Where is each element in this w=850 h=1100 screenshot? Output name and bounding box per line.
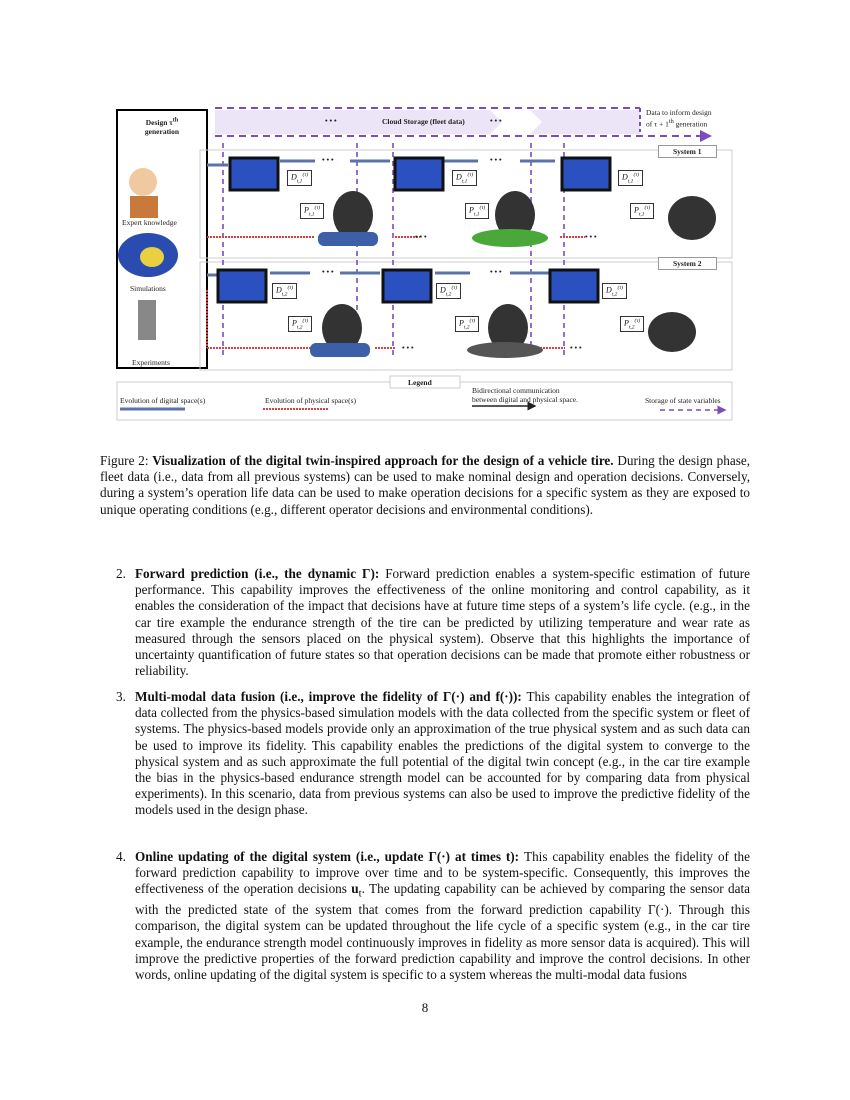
physical-state-label: $P_{t,1}^{(\tau)}$ bbox=[630, 203, 654, 219]
expert-icon bbox=[129, 168, 157, 196]
legend-storage: Storage of state variables bbox=[645, 396, 721, 405]
page-number: 8 bbox=[421, 1000, 429, 1015]
legend-physical: Evolution of physical space(s) bbox=[265, 396, 357, 405]
system1-label: System 1 bbox=[658, 145, 717, 158]
microscope-icon bbox=[138, 300, 156, 340]
ellipsis: • • • bbox=[490, 116, 502, 125]
ellipsis: • • • bbox=[415, 232, 427, 241]
ellipsis: • • • bbox=[490, 155, 502, 164]
experiments-label: Experiments bbox=[132, 358, 170, 367]
ellipsis: • • • bbox=[570, 343, 582, 352]
list-item: 2. Forward prediction (i.e., the dynamic Γ): Forward prediction enables a system-specific estimation of future performance. This capability improves the effectiveness of the online monitoring and control capability, as it enables the consideration of the impact that decisions have at future time steps of a system’s life cycle. (e.g., in the car tire example the endurance strength of the tire can be predicted by utilizing temperature and wear rate as measured through the sensors placed on the physical system). Observe that this highlights the importance of uncertainty quantification of future states so that operation decisions can be made that promote either robustness or reliability. bbox=[116, 566, 751, 679]
figure-caption: Figure 2: Visualization of the digital twin-inspired approach for the design of a vehicle tire. During the design phase, fleet data (i.e., data from all previous systems) can be used to make nominal design and operation decisions. Conversely, during a system’s operation life data can be used to make operation decisions for a specific system as they are exposed to unique operating conditions (e.g., different operator decisions and environmental conditions). bbox=[100, 453, 750, 517]
laptops bbox=[218, 158, 610, 302]
physical-state-label: $P_{t,2}^{(\tau)}$ bbox=[288, 316, 312, 332]
ellipsis: • • • bbox=[322, 155, 334, 164]
ellipsis: • • • bbox=[402, 343, 414, 352]
digital-state-label: $D_{t,2}^{(\tau)}$ bbox=[436, 283, 461, 299]
legend-bidirectional: Bidirectional communication between digital and physical space. bbox=[472, 386, 579, 404]
legend-title: Legend bbox=[408, 378, 432, 387]
ellipsis: • • • bbox=[490, 267, 502, 276]
list-item: 3. Multi-modal data fusion (i.e., improve the fidelity of Γ(·) and f(·)): This capability enables the integration of data collected from the physics-based simulation models with the data collected from the specific system or fleet of systems. The physics-based models provide only an approximation of the true physical system and as such data can be used to improve its fidelity. This capability enables the predictions of the digital system to converge to the physical system and as such approximate the full potential of the digital twin concept (e.g., in the car tire example the bias in the physics-based endurance strength model can be accounted for by comparing data from physical experiments). In this scenario, data from previous systems can also be used to improve the predictive fidelity of the models used in the design phase. bbox=[116, 689, 750, 818]
design-box-title: Design $\tau^{th}$ generation bbox=[144, 116, 180, 136]
ellipsis: • • • bbox=[585, 232, 597, 241]
inform-note: Data to inform design of τ + 1th generation bbox=[646, 108, 712, 129]
cloud-storage-label: Cloud Storage (fleet data) bbox=[382, 117, 465, 126]
physical-state-label: $P_{t,1}^{(\tau)}$ bbox=[465, 203, 489, 219]
simulations-label: Simulations bbox=[130, 284, 166, 293]
physical-state-label: $P_{t,2}^{(\tau)}$ bbox=[620, 316, 644, 332]
ellipsis: • • • bbox=[322, 267, 334, 276]
digital-state-label: $D_{t,1}^{(\tau)}$ bbox=[452, 170, 477, 186]
digital-state-label: $D_{t,1}^{(\tau)}$ bbox=[287, 170, 312, 186]
ellipsis: • • • bbox=[325, 116, 337, 125]
physical-state-label: $P_{t,1}^{(\tau)}$ bbox=[300, 203, 324, 219]
system2-label: System 2 bbox=[658, 257, 717, 270]
figure-graphics bbox=[110, 100, 740, 425]
digital-state-label: $D_{t,1}^{(\tau)}$ bbox=[618, 170, 643, 186]
digital-state-label: $D_{t,2}^{(\tau)}$ bbox=[272, 283, 297, 299]
digital-state-label: $D_{t,2}^{(\tau)}$ bbox=[602, 283, 627, 299]
physical-state-label: $P_{t,2}^{(\tau)}$ bbox=[455, 316, 479, 332]
legend-digital: Evolution of digital space(s) bbox=[120, 396, 206, 405]
figure-digital-twin bbox=[110, 100, 740, 425]
expert-knowledge-label: Expert knowledge bbox=[122, 218, 177, 227]
list-item: 4. Online updating of the digital system (i.e., update Γ(·) at times t): This capability enables the fidelity of the forward prediction capability to improve over time and to be system-specific. Consequently, this improves the effectiveness of the operation decisions $u_t$. The updating capability can be achieved by comparing the sensor data with the predicted state of the system that comes from the forward prediction capability Γ(·). Through this comparison, the digital system can be updated throughout the life cycle of a specific system (e.g., in the car tire example, the endurance strength model continuously improves in fidelity as more sensor data is acquired). This will improve the predictive properties of the forward prediction capability and improve the control decisions. In other words, online updating of the digital system is specific to a system whereas the multi-modal data fusions bbox=[116, 849, 750, 983]
